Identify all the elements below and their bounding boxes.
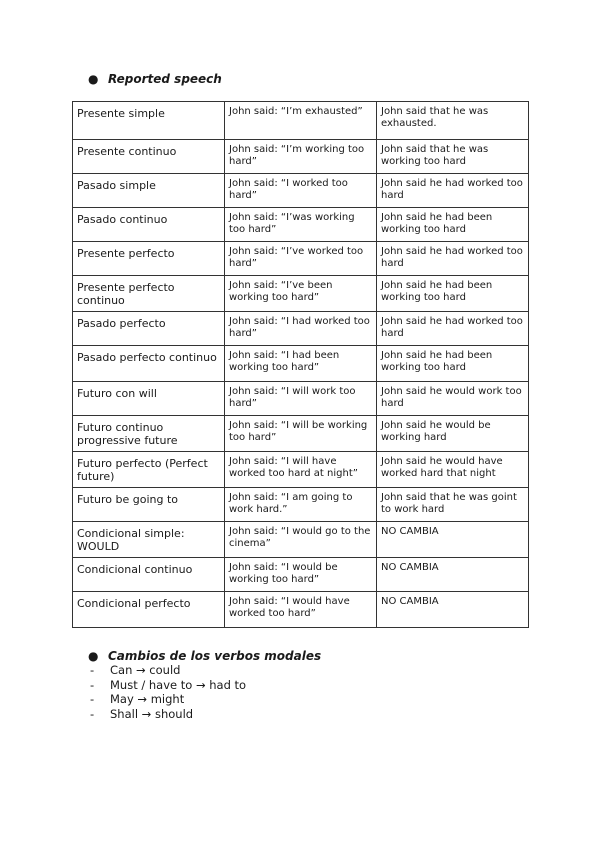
- tense-cell: Condicional perfecto: [73, 592, 225, 628]
- table-row: [73, 592, 529, 628]
- tense-cell: Presente perfecto: [73, 242, 225, 276]
- table-row: [73, 416, 529, 452]
- direct-speech-cell: John said: “I will work too hard”: [225, 382, 377, 416]
- table-row: [73, 522, 529, 558]
- section-heading-modal-verbs: [88, 649, 321, 663]
- tense-cell: Condicional continuo: [73, 558, 225, 592]
- list-item-text: Can → could: [110, 663, 181, 677]
- table-row: [73, 452, 529, 488]
- reported-speech-cell: John said that he was goint to work hard: [377, 488, 529, 522]
- tense-cell: Presente continuo: [73, 140, 225, 174]
- direct-speech-cell: John said: “I’m working too hard”: [225, 140, 377, 174]
- tense-cell: Pasado continuo: [73, 208, 225, 242]
- direct-speech-cell: John said: “I would be working too hard”: [225, 558, 377, 592]
- modal-verbs-list: [90, 663, 246, 721]
- section-title: Cambios de los verbos modales: [108, 649, 322, 663]
- section-heading-reported-speech: [88, 72, 222, 86]
- table-row: [73, 242, 529, 276]
- direct-speech-cell: John said: “I worked too hard”: [225, 174, 377, 208]
- reported-speech-cell: John said that he was exhausted.: [377, 102, 529, 140]
- list-item: [90, 707, 246, 722]
- reported-speech-cell: John said he had worked too hard: [377, 174, 529, 208]
- direct-speech-cell: John said: “I will have worked too hard at night”: [225, 452, 377, 488]
- tense-cell: Pasado simple: [73, 174, 225, 208]
- tense-cell: Presente perfecto continuo: [73, 276, 225, 312]
- table-row: [73, 558, 529, 592]
- reported-speech-cell: John said he had been working too hard: [377, 208, 529, 242]
- list-item-text: May → might: [110, 692, 185, 706]
- table-row: [73, 140, 529, 174]
- direct-speech-cell: John said: “I’m exhausted”: [225, 102, 377, 140]
- tense-cell: Futuro perfecto (Perfect future): [73, 452, 225, 488]
- table-row: [73, 276, 529, 312]
- reported-speech-cell: NO CAMBIA: [377, 522, 529, 558]
- direct-speech-cell: John said: “I had worked too hard”: [225, 312, 377, 346]
- reported-speech-cell: John said he would work too hard: [377, 382, 529, 416]
- dash-icon: -: [90, 663, 95, 677]
- reported-speech-table: [72, 101, 529, 628]
- tense-cell: Futuro con will: [73, 382, 225, 416]
- direct-speech-cell: John said: “I would go to the cinema”: [225, 522, 377, 558]
- list-item: [90, 678, 246, 693]
- table-row: [73, 346, 529, 382]
- tense-cell: Condicional simple: WOULD: [73, 522, 225, 558]
- dash-icon: -: [90, 692, 95, 706]
- tense-cell: Presente simple: [73, 102, 225, 140]
- dash-icon: -: [90, 706, 95, 721]
- tense-cell: Pasado perfecto: [73, 312, 225, 346]
- list-item: [90, 663, 246, 678]
- list-item-text: Shall → should: [110, 706, 194, 721]
- tense-cell: Pasado perfecto continuo: [73, 346, 225, 382]
- direct-speech-cell: John said: “I had been working too hard”: [225, 346, 377, 382]
- direct-speech-cell: John said: “I will be working too hard”: [225, 416, 377, 452]
- reported-speech-cell: John said he had been working too hard: [377, 276, 529, 312]
- direct-speech-cell: John said: “I’was working too hard”: [225, 208, 377, 242]
- direct-speech-cell: John said: “I would have worked too hard”: [225, 592, 377, 628]
- table-row: [73, 312, 529, 346]
- direct-speech-cell: John said: “I’ve been working too hard”: [225, 276, 377, 312]
- direct-speech-cell: John said: “I am going to work hard.”: [225, 488, 377, 522]
- reported-speech-cell: John said he would be working hard: [377, 416, 529, 452]
- bullet-icon: ●: [88, 649, 99, 663]
- reported-speech-cell: John said he had been working too hard: [377, 346, 529, 382]
- bullet-icon: ●: [88, 72, 99, 86]
- reported-speech-cell: John said he had worked too hard: [377, 312, 529, 346]
- tense-cell: Futuro continuo progressive future: [73, 416, 225, 452]
- dash-icon: -: [90, 677, 95, 692]
- table-body: [73, 102, 529, 628]
- table-row: [73, 102, 529, 140]
- reported-speech-cell: NO CAMBIA: [377, 592, 529, 628]
- reported-speech-cell: NO CAMBIA: [377, 558, 529, 592]
- reported-speech-cell: John said he had worked too hard: [377, 242, 529, 276]
- direct-speech-cell: John said: “I’ve worked too hard”: [225, 242, 377, 276]
- tense-cell: Futuro be going to: [73, 488, 225, 522]
- section-title: Reported speech: [108, 72, 222, 86]
- reported-speech-cell: John said he would have worked hard that night: [377, 452, 529, 488]
- table-row: [73, 382, 529, 416]
- table-row: [73, 174, 529, 208]
- table-row: [73, 488, 529, 522]
- table-row: [73, 208, 529, 242]
- list-item-text: Must / have to → had to: [110, 677, 247, 692]
- reported-speech-cell: John said that he was working too hard: [377, 140, 529, 174]
- list-item: [90, 692, 246, 707]
